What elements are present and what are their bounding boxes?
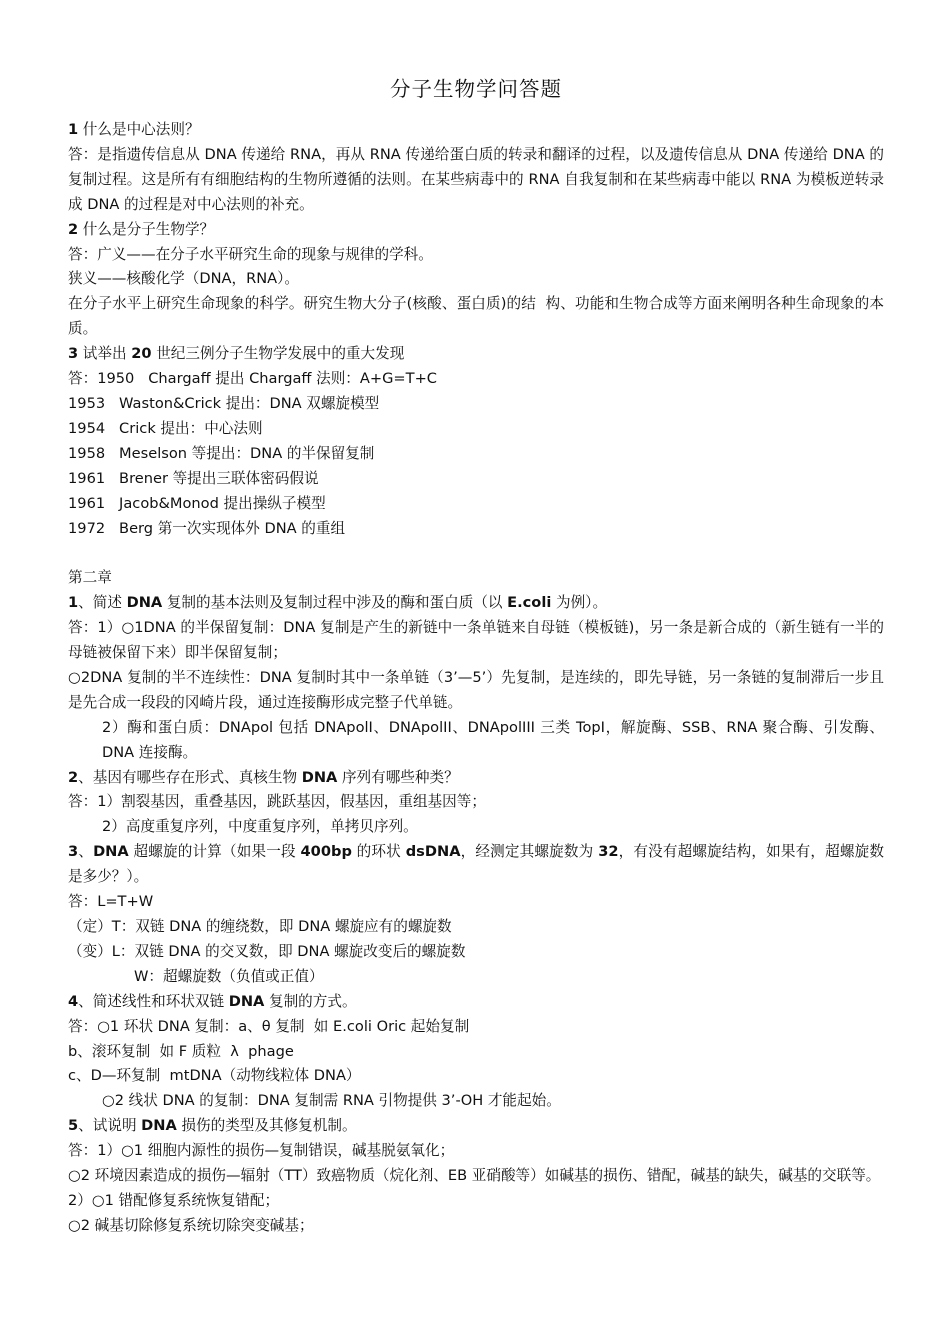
- ch2-question-4: [68, 990, 884, 1015]
- question-text: 什么是分子生物学？: [82, 220, 215, 238]
- question-text: 、: [78, 843, 94, 861]
- answer-3-line-6: 1961 Jacob&Monod 提出操纵子模型: [68, 494, 326, 512]
- question-text: ，有没有超螺旋结构，如果有，超螺旋数是多少？）。: [68, 843, 885, 886]
- ch2-answer-5-line-3: 2）○1 错配修复系统恢复错配；: [68, 1191, 280, 1209]
- question-text-bold: dsDNA: [405, 843, 461, 861]
- question-text-bold: DNA: [228, 992, 265, 1010]
- answer-3-line-2: 1953 Waston&Crick 提出：DNA 双螺旋模型: [68, 394, 380, 412]
- ch2-answer-4-line-4: ○2 线状 DNA 的复制：DNA 复制需 RNA 引物提供 3’-OH 才能起始。: [102, 1092, 561, 1110]
- page-title: 分子生物学问答题: [390, 77, 562, 101]
- answer-3-line-1: 答：1950 Chargaff 提出 Chargaff 法则：A+G=T+C: [68, 370, 437, 388]
- question-text: ，经测定其螺旋数为: [460, 843, 599, 861]
- ch2-answer-1-line-2: ○2DNA 复制的半不连续性：DNA 复制时其中一条单链（3’—5’）先复制，是连续的，即先导链，另一条链的复制滞后一步且是先合成一段段的冈崎片段，通过连接酶形成完整子代单链。: [68, 668, 884, 711]
- ch2-answer-3-line-3: （变）L：双链 DNA 的交叉数，即 DNA 螺旋改变后的螺旋数: [68, 942, 466, 960]
- ch2-answer-1-line-1: 答：1）○1DNA 的半保留复制：DNA 复制是产生的新链中一条单链来自母链（模板链)，另一条是新合成的（新生链有一半的母链被保留下来）即半保留复制；: [68, 619, 884, 662]
- question-number: 2: [68, 768, 79, 786]
- ch2-answer-4-line-1: 答：○1 环状 DNA 复制：a、θ 复制 如 E.coli Oric 起始复制: [68, 1017, 470, 1035]
- question-text: 序列有哪些种类？: [337, 768, 459, 786]
- question-text: 、简述线性和环状双链: [78, 992, 229, 1010]
- answer-3-line-4: 1958 Meselson 等提出：DNA 的半保留复制: [68, 444, 375, 462]
- ch2-answer-4-line-2: b、滚环复制 如 F 质粒 λ phage: [68, 1042, 294, 1060]
- chapter-heading: 第二章: [68, 569, 112, 587]
- ch2-answer-2-line-1: 答：1）割裂基因，重叠基因，跳跃基因，假基因，重组基因等；: [68, 793, 486, 811]
- ch2-question-2: [68, 766, 884, 791]
- question-text-bold: DNA: [301, 768, 338, 786]
- question-text: 、简述: [78, 594, 127, 612]
- question-number: 3: [68, 345, 79, 363]
- ch2-answer-3-line-2: （定）T：双链 DNA 的缠绕数，即 DNA 螺旋应有的螺旋数: [68, 917, 452, 935]
- question-text: 的环状: [351, 843, 406, 861]
- question-number: 3: [68, 843, 79, 861]
- answer-3-line-7: 1972 Berg 第一次实现体外 DNA 的重组: [68, 519, 346, 537]
- question-text: 超螺旋的计算（如果一段: [128, 843, 301, 861]
- ch2-answer-3-line-1: 答：L=T+W: [68, 893, 154, 911]
- answer-3-line-5: 1961 Brener 等提出三联体密码假说: [68, 469, 319, 487]
- question-text-bold: E.coli: [507, 594, 552, 612]
- ch2-answer-5-line-1: 答：1）○1 细胞内源性的损伤—复制错误，碱基脱氨氧化；: [68, 1142, 455, 1160]
- ch2-question-5: [68, 1114, 884, 1139]
- ch2-answer-4-line-3: c、D—环复制 mtDNA（动物线粒体 DNA）: [68, 1067, 361, 1085]
- ch2-answer-5-line-2: ○2 环境因素造成的损伤—辐射（TT）致癌物质（烷化剂、EB 亚硝酸等）如碱基的损伤、错配，碱基的缺失，碱基的交联等。: [68, 1167, 881, 1185]
- question-text-bold: DNA: [93, 843, 129, 861]
- question-text: 复制的方式。: [264, 992, 357, 1010]
- ch2-answer-3-line-4: W：超螺旋数（负值或正值）: [134, 967, 324, 985]
- question-text-bold: 20: [131, 345, 152, 363]
- answer-2-line-2: 狭义——核酸化学（DNA，RNA）。: [68, 270, 300, 288]
- question-text: 为例）。: [551, 594, 608, 612]
- answer-2-line-3: 在分子水平上研究生命现象的科学。研究生物大分子(核酸、蛋白质)的结 构、功能和生物合成等方面来阐明各种生命现象的本质。: [68, 295, 884, 338]
- question-text: 什么是中心法则？: [82, 121, 200, 138]
- question-number: 4: [68, 992, 79, 1010]
- question-text-bold: DNA: [141, 1117, 177, 1135]
- question-number: 2: [68, 220, 79, 238]
- question-text: 、基因有哪些存在形式、真核生物: [78, 768, 302, 786]
- answer-3-line-3: 1954 Crick 提出：中心法则: [68, 419, 263, 437]
- ch2-question-3: [68, 840, 884, 890]
- question-text: 试举出: [82, 345, 127, 363]
- ch2-answer-5-line-4: ○2 碱基切除修复系统切除突变碱基；: [68, 1216, 314, 1234]
- question-text: 世纪三例分子生物学发展中的重大发现: [156, 345, 405, 363]
- ch2-answer-1-line-3: 2）酶和蛋白质：DNApol 包括 DNApolI、DNApolII、DNApolIII 三类 TopI，解旋酶、SSB、RNA 聚合酶、引发酶、DNA 连接酶。: [102, 718, 884, 761]
- question-text-bold: 32: [598, 843, 619, 861]
- question-3: [68, 342, 884, 367]
- ch2-question-1: [68, 591, 884, 616]
- spacer: [68, 541, 884, 566]
- question-text: 、试说明: [78, 1117, 142, 1135]
- question-text: 损伤的类型及其修复机制。: [176, 1117, 357, 1135]
- answer-2-line-1: 答：广义——在分子水平研究生命的现象与规律的学科。: [68, 245, 433, 263]
- question-1: [68, 118, 884, 143]
- question-number: 1: [68, 594, 79, 612]
- question-2: [68, 218, 884, 243]
- answer-1: 答：是指遗传信息从 DNA 传递给 RNA，再从 RNA 传递给蛋白质的转录和翻译的过程，以及遗传信息从 DNA 传递给 DNA 的复制过程。这是所有有细胞结构的生物所遵循的法则。在某些病毒中的 RNA 自我复制和在某些病毒中能以 RNA 为模板逆转录成 DNA 的过程是对中心法则的补充。: [68, 145, 884, 213]
- question-text-bold: 400bp: [300, 843, 352, 861]
- question-number: 5: [68, 1117, 79, 1135]
- question-number: 1: [68, 121, 79, 138]
- ch2-answer-2-line-2: 2）高度重复序列，中度重复序列，单拷贝序列。: [102, 818, 418, 836]
- question-text-bold: DNA: [126, 594, 163, 612]
- question-text: 复制的基本法则及复制过程中涉及的酶和蛋白质（以: [162, 594, 508, 612]
